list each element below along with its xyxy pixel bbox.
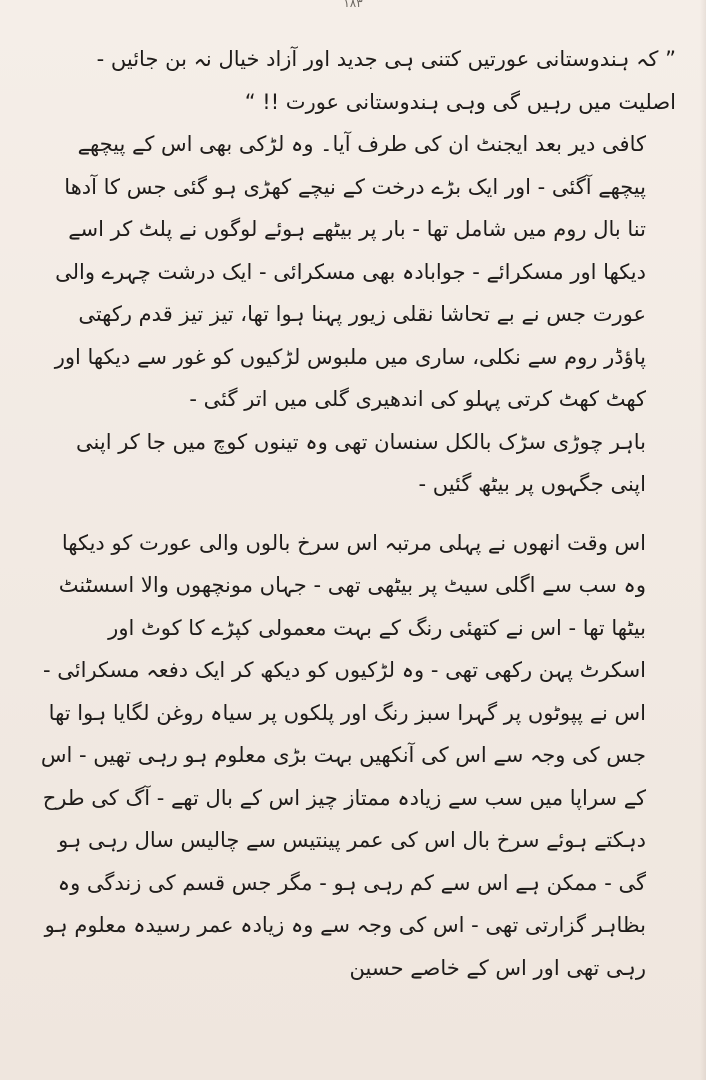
page-number: ۱۸۳ — [343, 0, 363, 10]
paragraph-agent: کافی دیر بعد ایجنٹ ان کی طرف آیا۔ وہ لڑکی بھی اس کے پیچھے پیچھے آگئی - اور ایک بڑے درخت کے نیچے کھڑی ہو گئی جس کا آدھا تنا بال روم میں شامل تھا - بار پر بیٹھے ہوئے لوگوں نے پلٹ کر اسے دیکھا اور مسکرائے - جوابادہ بھی مسکرائی - ایک درشت چہرے والی عورت جس نے بے تحاشا نقلی زیور پہنا ہوا تھا، تیز تیز قدم رکھتی پاؤڈر روم سے نکلی، ساری میں ملبوس لڑکیوں کو غور سے دیکھا اور کھٹ کھٹ کرتی پہلو کی اندھیری گلی میں اتر گئی - — [54, 132, 646, 411]
paragraph-street: باہر چوڑی سڑک بالکل سنسان تھی وہ تینوں کوچ میں جا کر اپنی اپنی جگہوں پر بیٹھ گئیں - — [76, 429, 646, 496]
scan-edge-shadow — [700, 0, 706, 1080]
paragraph-red-haired-woman: اس وقت انھوں نے پہلی مرتبہ اس سرخ بالوں والی عورت کو دیکھا وہ سب سے اگلی سیٹ پر بیٹھی تھی - جہاں مونچھوں والا اسسٹنٹ بیٹھا تھا - اس نے کتھئی رنگ کے بہت معمولی کپڑے کا کوٹ اور اسکرٹ پہن رکھی تھی - وہ لڑکیوں کو دیکھ کر ایک دفعہ مسکرائی - اس نے پپوٹوں پر گہرا سبز رنگ اور پلکوں پر سیاہ روغن لگایا ہوا تھا جس کی وجہ سے اس کی آنکھیں بہت بڑی معلوم ہو رہی تھیں - اس کے سراپا میں سب سے زیادہ ممتاز چیز اس کے بال تھے - آگ کی طرح دہکتے ہوئے سرخ بال اس کی عمر پینتیس سے چالیس سال رہی ہو گی - ممکن ہے اس سے کم رہی ہو - مگر جس قسم کی زندگی وہ بظاہر گزارتی تھی - اس کی وجہ سے وہ زیادہ عمر رسیدہ معلوم ہو رہی تھی اور اس کے خاصے حسین — [40, 530, 646, 980]
body-text — [40, 38, 676, 989]
paragraph-quote: ” کہ ہندوستانی عورتیں کتنی ہی جدید اور آزاد خیال نہ بن جائیں - اصلیت میں رہیں گی وہی ہندوستانی عورت !! “ — [96, 47, 676, 114]
